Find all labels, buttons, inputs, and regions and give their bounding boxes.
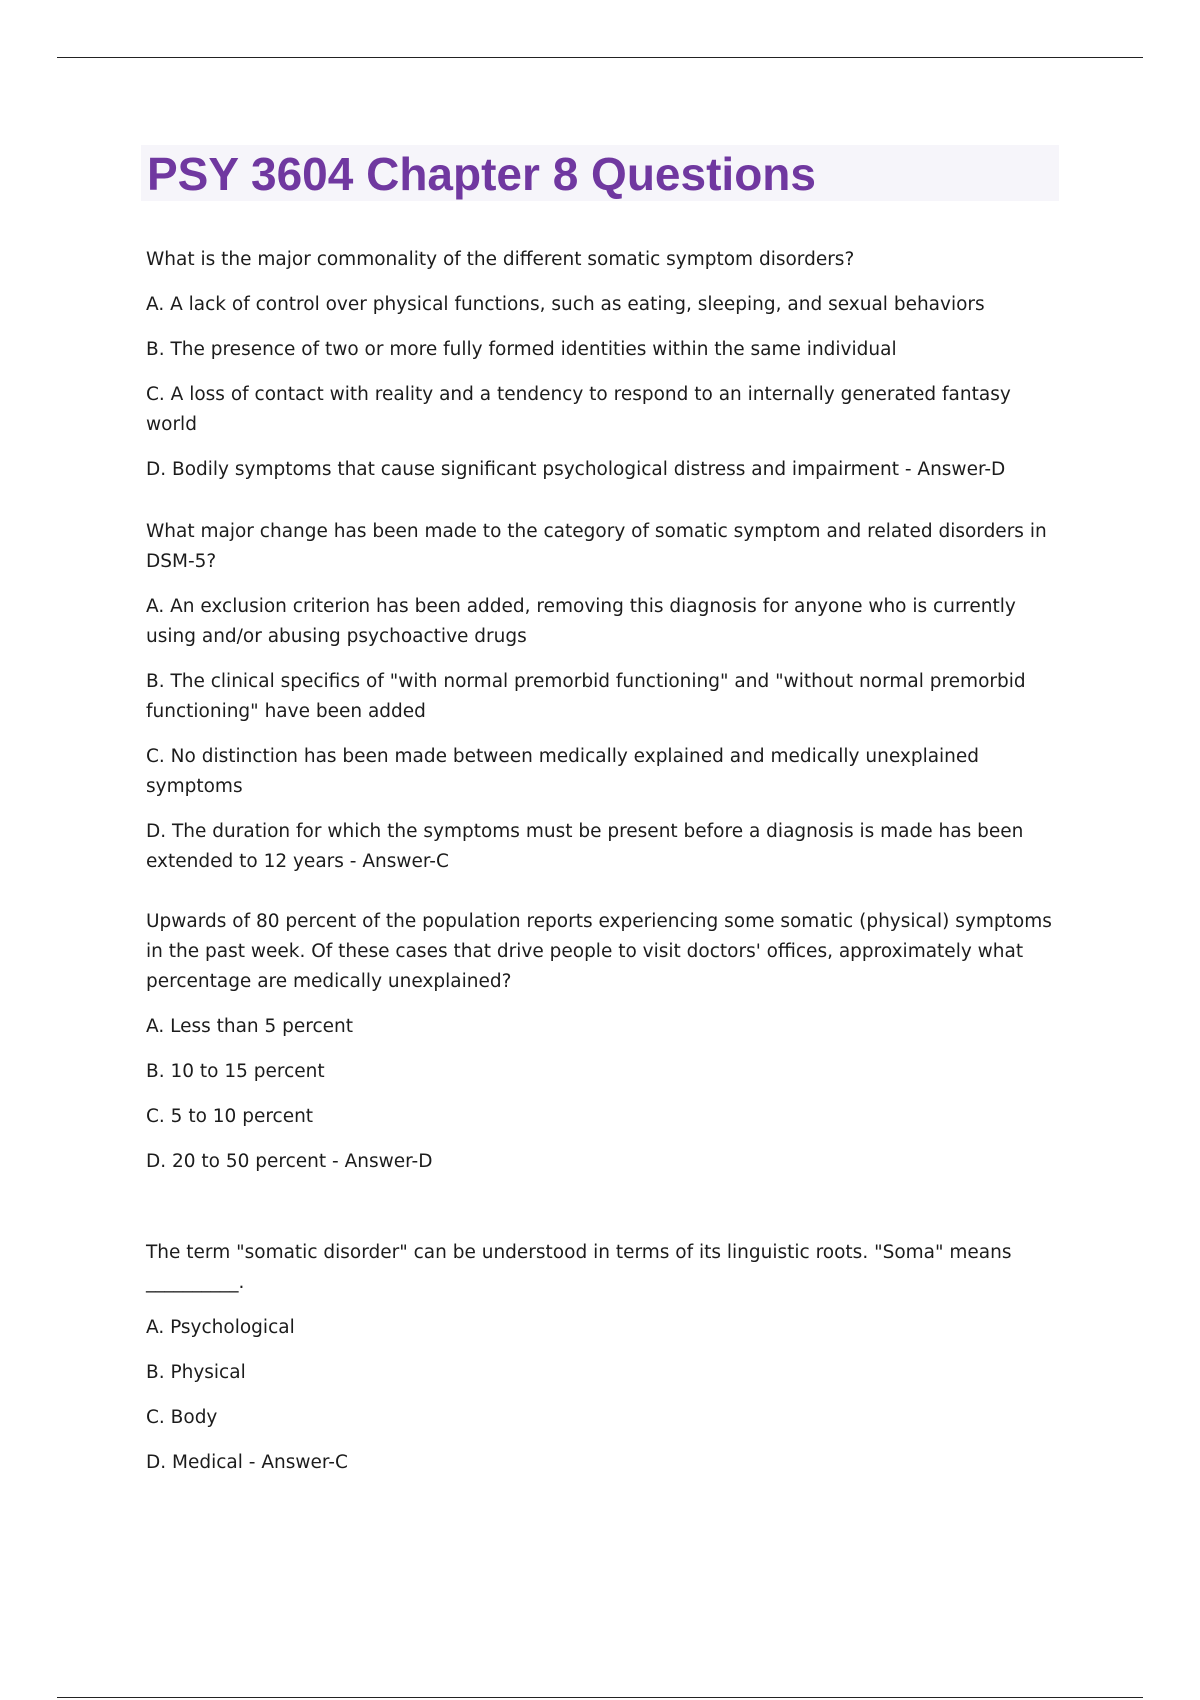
question-text: What is the major commonality of the different somatic symptom disorders? [146, 249, 855, 270]
option-c: C. 5 to 10 percent [146, 1106, 314, 1127]
question-block-4 [146, 1238, 1066, 1493]
option-d-answer: D. The duration for which the symptoms must be present before a diagnosis is made has been extended to 12 years - Answer-C [146, 821, 1024, 872]
question-block-2 [146, 517, 1066, 892]
option-b: B. Physical [146, 1362, 246, 1383]
option-a: A. Psychological [146, 1317, 295, 1338]
option-b: B. The clinical specifics of "with normal premorbid functioning" and "without normal premorbid functioning" have been added [146, 671, 1026, 722]
question-block-3 [146, 907, 1066, 1192]
option-b: B. 10 to 15 percent [146, 1061, 325, 1082]
question-text: Upwards of 80 percent of the population reports experiencing some somatic (physical) symptoms in the past week. Of these cases that drive people to visit doctors' offices, approximately what percentage are medically unexplained? [146, 911, 1052, 992]
question-text: What major change has been made to the category of somatic symptom and related disorders in DSM-5? [146, 521, 1047, 572]
option-b: B. The presence of two or more fully formed identities within the same individual [146, 339, 897, 360]
top-rule [57, 57, 1143, 58]
option-c: C. A loss of contact with reality and a tendency to respond to an internally generated fantasy world [146, 384, 1011, 435]
bottom-rule [57, 1697, 1143, 1698]
question-block-1 [146, 245, 1066, 500]
question-text: The term "somatic disorder" can be understood in terms of its linguistic roots. "Soma" means __________. [146, 1242, 1012, 1293]
option-d-answer: D. Medical - Answer-C [146, 1452, 348, 1473]
title-banner [141, 145, 1059, 201]
option-d-answer: D. Bodily symptoms that cause significant psychological distress and impairment - Answer-D [146, 459, 1006, 480]
option-a: A. A lack of control over physical functions, such as eating, sleeping, and sexual behaviors [146, 294, 985, 315]
option-c: C. Body [146, 1407, 218, 1428]
option-d-answer: D. 20 to 50 percent - Answer-D [146, 1151, 433, 1172]
option-a: A. An exclusion criterion has been added, removing this diagnosis for anyone who is currently using and/or abusing psychoactive drugs [146, 596, 1016, 647]
page-title: PSY 3604 Chapter 8 Questions [147, 148, 816, 200]
option-a: A. Less than 5 percent [146, 1016, 354, 1037]
option-c: C. No distinction has been made between medically explained and medically unexplained symptoms [146, 746, 980, 797]
